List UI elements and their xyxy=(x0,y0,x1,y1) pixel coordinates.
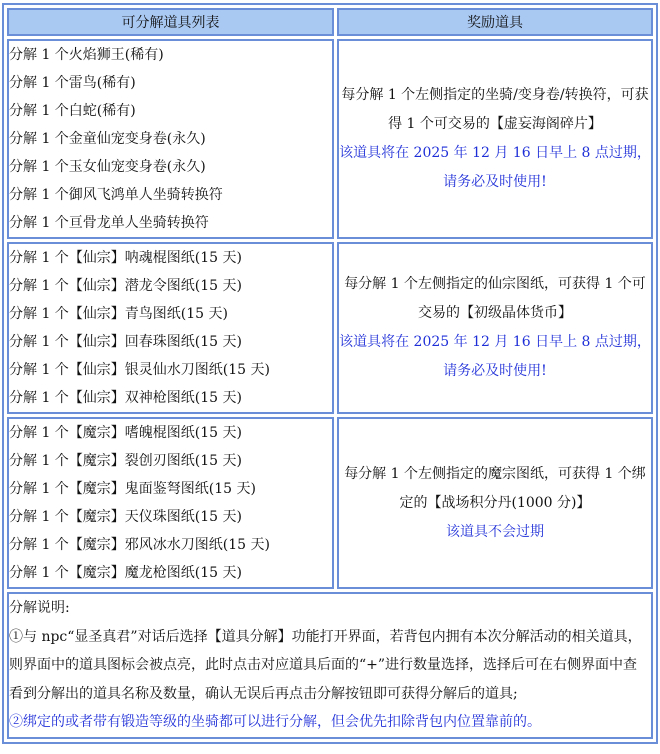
decompose-table xyxy=(2,3,658,744)
list-item: 分解 1 个御风飞鸿单人坐骑转换符 xyxy=(9,187,223,203)
list-item: 分解 1 个【魔宗】邪风冰水刀图纸(15 天) xyxy=(9,537,270,553)
list-item: 分解 1 个【仙宗】银灵仙水刀图纸(15 天) xyxy=(9,362,270,378)
notes-line-2: ②绑定的或者带有锻造等级的坐骑都可以进行分解，但会优先扣除背包内位置靠前的。 xyxy=(9,714,541,730)
list-item: 分解 1 个【仙宗】青鸟图纸(15 天) xyxy=(9,306,228,322)
list-item: 分解 1 个【仙宗】呐魂棍图纸(15 天) xyxy=(9,250,242,266)
list-item: 分解 1 个【仙宗】双神枪图纸(15 天) xyxy=(9,390,242,406)
table-row-group-1 xyxy=(7,39,653,239)
header-reward-column: 奖励道具 xyxy=(337,8,653,36)
header-items-column: 可分解道具列表 xyxy=(7,8,334,36)
reward-cell xyxy=(337,39,653,239)
reward-expiry-note: 该道具将在 2025 年 12 月 16 日早上 8 点过期，请务必及时使用! xyxy=(339,334,651,379)
reward-text: 每分解 1 个左侧指定的仙宗图纸，可获得 1 个可交易的【初级晶体货币】 xyxy=(344,276,646,321)
list-item: 分解 1 个【仙宗】潜龙令图纸(15 天) xyxy=(9,278,242,294)
table-header-row xyxy=(7,8,653,36)
reward-expiry-note: 该道具不会过期 xyxy=(446,523,544,540)
item-list xyxy=(7,417,334,589)
item-list xyxy=(7,242,334,414)
table-row-group-2 xyxy=(7,242,653,414)
list-item: 分解 1 个【魔宗】嗜魄棍图纸(15 天) xyxy=(9,425,242,441)
notes-title: 分解说明: xyxy=(9,600,70,616)
table-row-group-3 xyxy=(7,417,653,589)
table-row-notes xyxy=(7,592,653,739)
reward-text: 每分解 1 个左侧指定的魔宗图纸，可获得 1 个绑定的【战场积分丹(1000 分)】 xyxy=(344,465,646,511)
reward-cell xyxy=(337,417,653,589)
list-item: 分解 1 个金童仙宠变身卷(永久) xyxy=(9,131,206,147)
reward-expiry-note: 该道具将在 2025 年 12 月 16 日早上 8 点过期，请务必及时使用! xyxy=(339,145,651,190)
list-item: 分解 1 个【仙宗】回春珠图纸(15 天) xyxy=(9,334,242,350)
list-item: 分解 1 个玉女仙宠变身卷(永久) xyxy=(9,159,206,175)
list-item: 分解 1 个【魔宗】魔龙枪图纸(15 天) xyxy=(9,565,242,581)
list-item: 分解 1 个雷鸟(稀有) xyxy=(9,75,136,91)
notes-line-1: ①与 npc“显圣真君”对话后选择【道具分解】功能打开界面，若背包内拥有本次分解活动的相关道具，则界面中的道具图标会被点亮，此时点击对应道具后面的“+”进行数量选择，选择后可在右侧界面中查看到分解出的道具名称及数量，确认无误后再点击分解按钮即可获得分解后的道具; xyxy=(9,628,642,702)
list-item: 分解 1 个火焰狮王(稀有) xyxy=(9,47,164,63)
reward-cell xyxy=(337,242,653,414)
list-item: 分解 1 个白蛇(稀有) xyxy=(9,103,136,119)
reward-text: 每分解 1 个左侧指定的坐骑/变身卷/转换符，可获得 1 个可交易的【虚妄海阁碎片】 xyxy=(341,87,649,132)
list-item: 分解 1 个亘骨龙单人坐骑转换符 xyxy=(9,215,209,231)
list-item: 分解 1 个【魔宗】鬼面鉴弩图纸(15 天) xyxy=(9,481,256,497)
list-item: 分解 1 个【魔宗】裂创刃图纸(15 天) xyxy=(9,453,242,469)
notes-cell xyxy=(7,592,653,739)
item-list xyxy=(7,39,334,239)
list-item: 分解 1 个【魔宗】天仪珠图纸(15 天) xyxy=(9,509,242,525)
